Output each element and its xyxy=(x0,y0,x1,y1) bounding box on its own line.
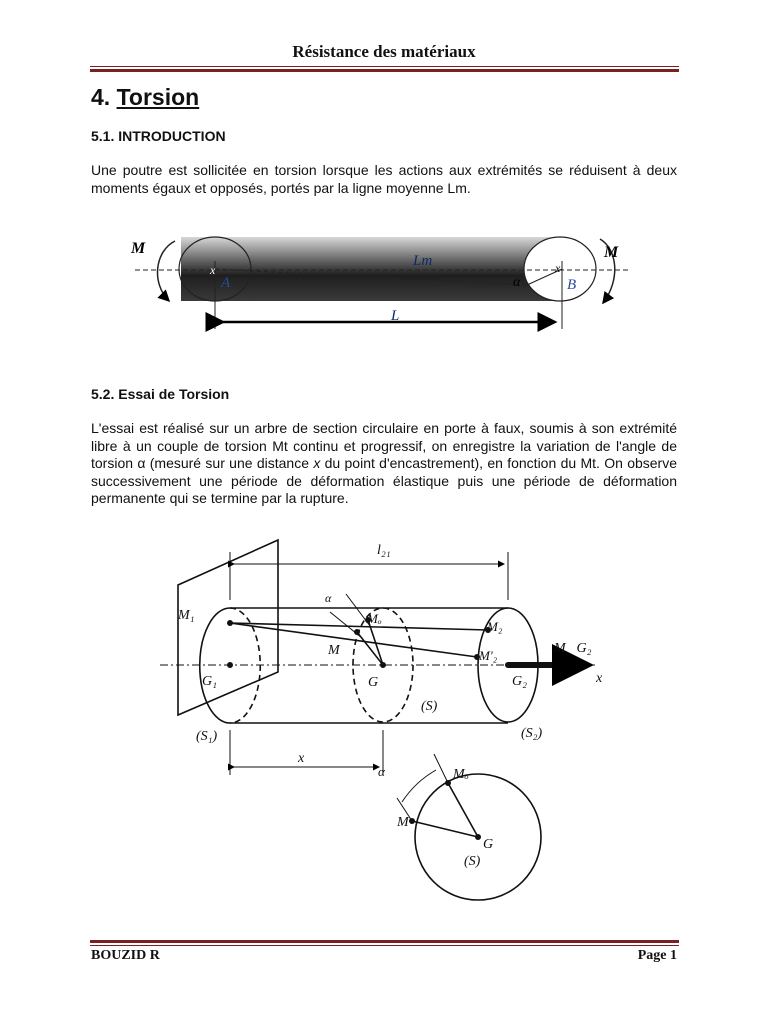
label-Mo: Mₒ xyxy=(367,611,382,626)
label-x-right: x xyxy=(555,261,561,275)
label-x-axis: x xyxy=(596,671,603,686)
bar-body xyxy=(181,237,557,301)
label-G: G xyxy=(368,675,379,690)
label-Lm: Lm xyxy=(413,253,433,269)
header-rule-thick xyxy=(90,69,679,72)
label-A: A xyxy=(221,275,231,291)
point-G1 xyxy=(227,662,233,668)
point-G2 xyxy=(505,662,511,668)
section-alpha-ray-1 xyxy=(434,754,448,783)
header-rule-thin xyxy=(90,66,679,67)
label-G1: G₁ xyxy=(202,674,217,689)
label-S-section: (S) xyxy=(464,854,481,869)
label-alpha-section: α xyxy=(378,764,385,779)
point-M1 xyxy=(227,620,233,626)
point-section-G xyxy=(475,834,481,840)
point-section-M xyxy=(409,818,415,824)
torsion-test-figure xyxy=(150,530,620,915)
label-Mo-section: Mₒ xyxy=(453,767,469,782)
label-G-section: G xyxy=(483,837,494,852)
section-title: Torsion xyxy=(116,84,200,110)
label-S: (S) xyxy=(421,699,438,714)
essai-text-part2: du point d'encastrement), en fonction du Mt. On observe successivement une période de déformation élastique puis une période de déformation permanente qui se termine par la rupture. xyxy=(91,455,678,506)
label-G2: G₂ xyxy=(512,674,527,689)
label-x-dimension: x xyxy=(298,751,305,766)
label-M2-prime: M'₂ xyxy=(479,648,498,663)
label-x-left: x xyxy=(210,263,216,277)
section-heading xyxy=(91,84,199,111)
label-M-left: M xyxy=(131,240,146,257)
moment-left-arrow xyxy=(158,241,175,301)
essai-heading: 5.2. Essai de Torsion xyxy=(91,386,230,402)
section-number: 4. xyxy=(91,84,111,110)
footer-rule-thick xyxy=(90,940,679,943)
essai-text-part1: L'essai est réalisé sur un arbre de section circulaire en porte à faux, soumis à son extrémité libre à un couple de torsion Mt continu et progressif, on enregistre la variation de l'angle de torsion α (mesuré sur une distance xyxy=(91,420,677,471)
label-M-section: M xyxy=(397,815,409,830)
essai-text-variable: x xyxy=(313,455,321,471)
section-radius-Mo xyxy=(448,783,478,837)
label-B: B xyxy=(567,277,577,293)
running-header-title: Résistance des matériaux xyxy=(292,42,476,61)
label-l21: l₂₁ xyxy=(377,543,391,558)
label-MG2: M⃗G₂ xyxy=(554,641,592,656)
label-M-right: M xyxy=(604,244,619,261)
label-alpha-top: α xyxy=(325,591,332,605)
footer-page-number: Page 1 xyxy=(637,948,677,963)
footer-author: BOUZID R xyxy=(91,948,160,963)
section-radius-M xyxy=(412,821,478,837)
section-alpha-arc xyxy=(402,770,436,802)
label-M: M xyxy=(328,643,340,658)
label-L: L xyxy=(391,308,400,324)
torsion-bar-figure xyxy=(125,225,645,340)
label-M2: M₂ xyxy=(487,619,503,634)
point-M xyxy=(354,629,360,635)
point-section-Mo xyxy=(445,780,451,786)
intro-heading: 5.1. INTRODUCTION xyxy=(91,128,226,144)
intro-paragraph: Une poutre est sollicitée en torsion lorsque les actions aux extrémités se réduisent à deux moments égaux et opposés, portés par la ligne moyenne Lm. xyxy=(91,162,677,196)
label-M1: M₁ xyxy=(178,608,195,623)
point-G xyxy=(380,662,386,668)
footer-rule-thin xyxy=(90,945,679,946)
label-S1: (S₁) xyxy=(196,729,218,744)
label-alpha: α xyxy=(513,275,521,290)
essai-paragraph xyxy=(91,420,677,508)
label-S2: (S₂) xyxy=(521,726,543,741)
